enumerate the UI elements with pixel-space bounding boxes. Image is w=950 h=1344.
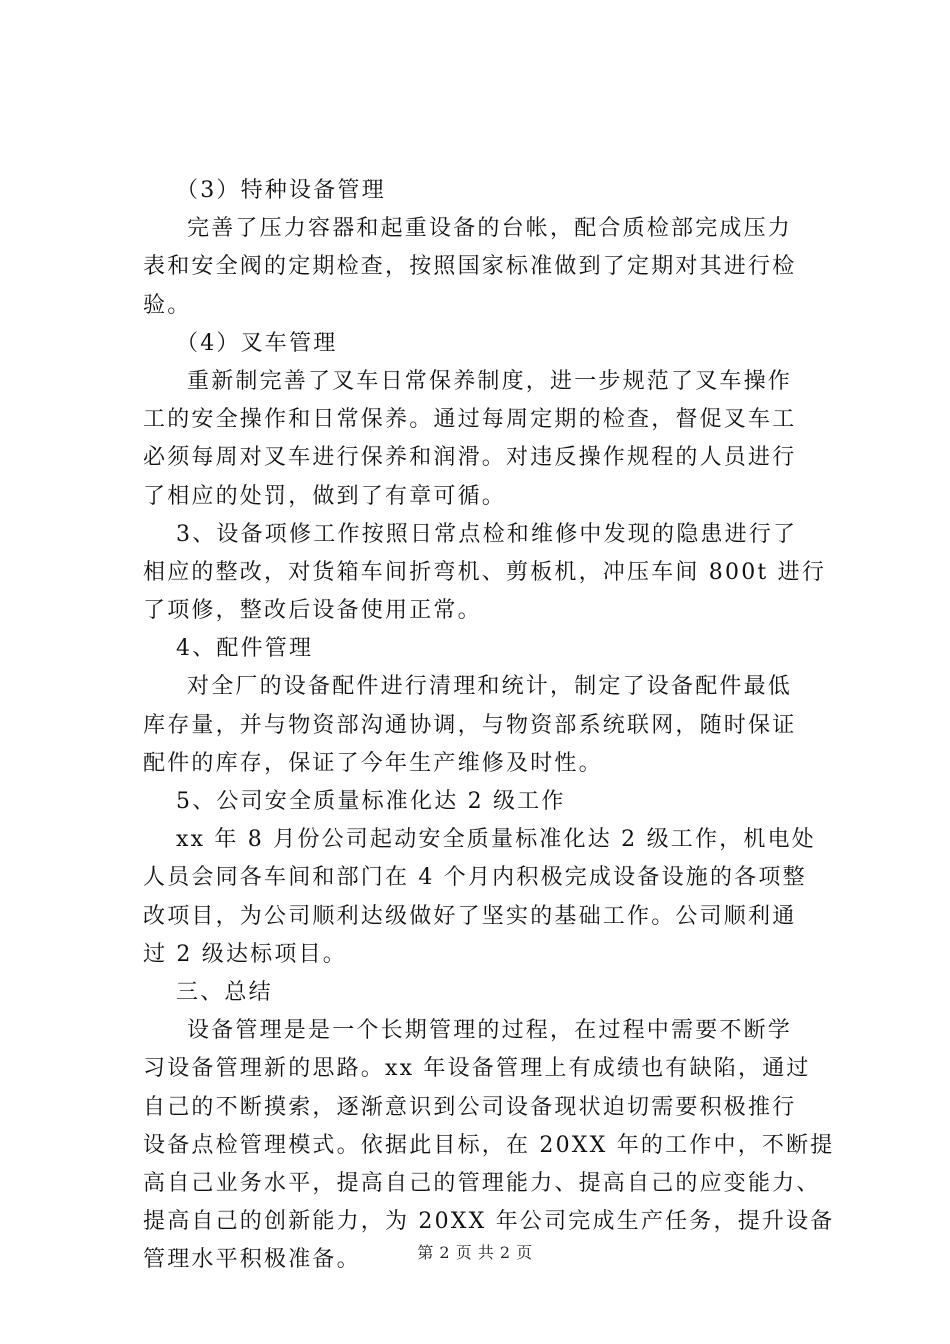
text-line: 工的安全操作和日常保养。通过每周定期的检查，督促叉车工 <box>143 407 797 433</box>
text-line: 对全厂的设备配件进行清理和统计，制定了设备配件最低 <box>187 674 793 700</box>
text-line: 5、公司安全质量标准化达 2 级工作 <box>176 789 566 814</box>
text-line: 高自己业务水平，提高自己的管理能力、提高自己的应变能力、 <box>143 1170 821 1196</box>
document-body <box>143 172 833 1279</box>
text-line: 3、设备项修工作按照日常点检和维修中发现的隐患进行了 <box>176 521 798 547</box>
text-line: 自己的不断摸索，逐渐意识到公司设备现状迫切需要积极推行 <box>143 1094 797 1120</box>
text-line: 三、总结 <box>176 979 273 1005</box>
text-line: 管理水平积极准备。 <box>143 1247 361 1273</box>
text-line: 库存量，并与物资部沟通协调，与物资部系统联网，随时保证 <box>143 712 797 738</box>
text-line: 配件的库存，保证了今年生产维修及时性。 <box>143 750 603 776</box>
text-line: （3）特种设备管理 <box>176 178 386 203</box>
text-line: 人员会同各车间和部门在 4 个月内积极完成设备设施的各项整 <box>143 865 807 891</box>
text-line: 重新制完善了叉车日常保养制度，进一步规范了叉车操作 <box>187 368 793 394</box>
text-line: 设备点检管理模式。依据此目标，在 20XX 年的工作中，不断提 <box>143 1132 835 1158</box>
text-line: 必须每周对叉车进行保养和润滑。对违反操作规程的人员进行 <box>143 445 797 471</box>
text-line: 了项修，整改后设备使用正常。 <box>143 598 482 624</box>
text-line: 了相应的处罚，做到了有章可循。 <box>143 483 507 509</box>
text-line: 表和安全阀的定期检查，按照国家标准做到了定期对其进行检 <box>143 254 797 280</box>
text-line: 验。 <box>143 292 192 318</box>
text-line: xx 年 8 月份公司起动安全质量标准化达 2 级工作，机电处 <box>176 827 816 853</box>
text-line: 过 2 级达标项目。 <box>143 941 347 967</box>
text-line: 设备管理是是一个长期管理的过程，在过程中需要不断学 <box>187 1018 793 1044</box>
text-line: 4、配件管理 <box>176 636 314 662</box>
text-line: 完善了压力容器和起重设备的台帐，配合质检部完成压力 <box>187 216 793 242</box>
text-line: 相应的整改，对货箱车间折弯机、剪板机，冲压车间 800t 进行 <box>143 559 827 585</box>
text-line: 改项目，为公司顺利达级做好了坚实的基础工作。公司顺利通 <box>143 903 797 929</box>
text-line: 提高自己的创新能力，为 20XX 年公司完成生产任务，提升设备 <box>143 1209 835 1235</box>
page-footer: 第 2 页 共 2 页 <box>417 1243 533 1262</box>
text-line: 习设备管理新的思路。xx 年设备管理上有成绩也有缺陷，通过 <box>143 1056 811 1082</box>
text-line: （4）叉车管理 <box>176 330 338 356</box>
